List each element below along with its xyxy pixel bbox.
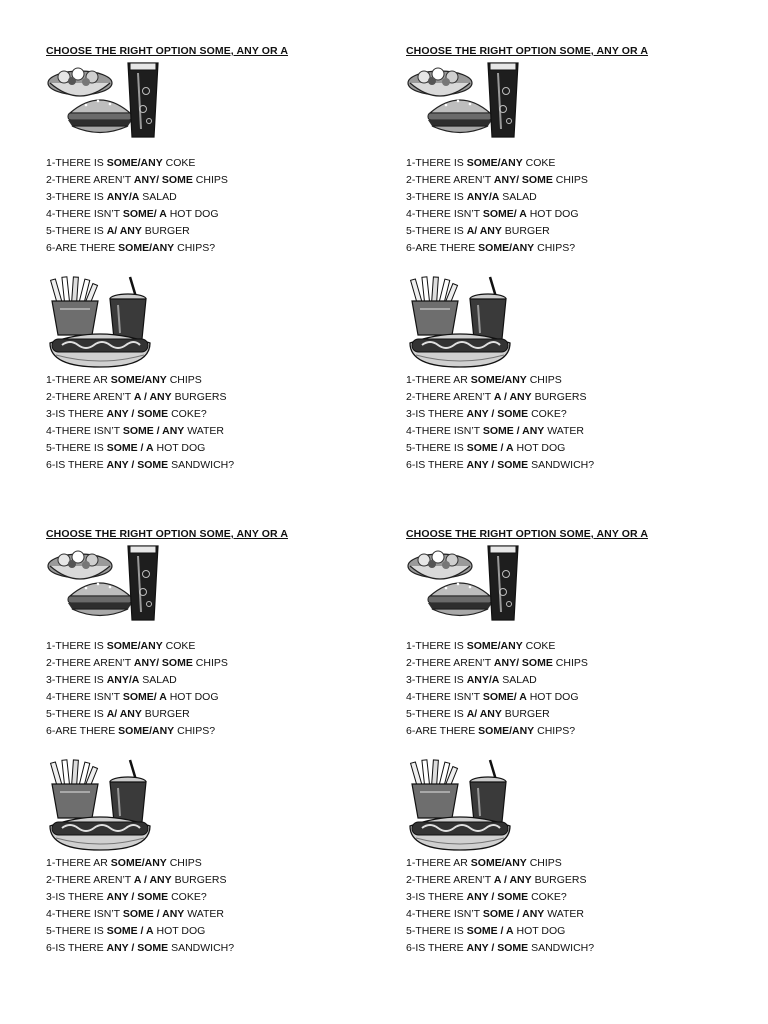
question-item: 5-THERE IS A/ ANY BURGER — [46, 708, 190, 720]
question-item: 2-THERE AREN’T A / ANY BURGERS — [46, 391, 227, 403]
question-item: 6-IS THERE ANY / SOME SANDWICH? — [46, 459, 235, 471]
question-item: 6-ARE THERE SOME/ANY CHIPS? — [46, 725, 216, 737]
question-item: 2-THERE AREN’T A / ANY BURGERS — [406, 391, 587, 403]
question-item: 6-IS THERE ANY / SOME SANDWICH? — [46, 942, 235, 954]
worksheet-title: CHOOSE THE RIGHT OPTION SOME, ANY OR A — [406, 45, 649, 57]
question-item: 2-THERE AREN’T A / ANY BURGERS — [406, 874, 587, 886]
question-list-1 — [46, 155, 228, 257]
question-item: 5-THERE IS A/ ANY BURGER — [406, 225, 550, 237]
question-item: 1-THERE IS SOME/ANY COKE — [406, 640, 556, 652]
hotdog-fries-drink-icon — [46, 758, 154, 852]
worksheet-card — [46, 528, 386, 998]
worksheet-card — [406, 528, 746, 998]
question-list-1 — [406, 155, 588, 257]
hotdog-fries-drink-icon — [406, 275, 514, 369]
question-item: 3-IS THERE ANY / SOME COKE? — [406, 891, 567, 903]
question-item: 4-THERE ISN’T SOME / ANY WATER — [46, 425, 224, 437]
question-item: 1-THERE IS SOME/ANY COKE — [46, 157, 196, 169]
worksheet-title: CHOOSE THE RIGHT OPTION SOME, ANY OR A — [406, 528, 649, 540]
question-item: 4-THERE ISN’T SOME/ A HOT DOG — [46, 691, 219, 703]
hotdog-fries-drink-icon — [46, 275, 154, 369]
question-item: 5-THERE IS SOME / A HOT DOG — [46, 925, 206, 937]
worksheet-title: CHOOSE THE RIGHT OPTION SOME, ANY OR A — [46, 45, 289, 57]
worksheet-title: CHOOSE THE RIGHT OPTION SOME, ANY OR A — [46, 528, 289, 540]
question-item: 6-ARE THERE SOME/ANY CHIPS? — [406, 725, 576, 737]
question-item: 1-THERE AR SOME/ANY CHIPS — [406, 857, 562, 869]
question-item: 5-THERE IS SOME / A HOT DOG — [406, 925, 566, 937]
question-item: 6-ARE THERE SOME/ANY CHIPS? — [46, 242, 216, 254]
question-item: 1-THERE AR SOME/ANY CHIPS — [46, 374, 202, 386]
question-item: 1-THERE AR SOME/ANY CHIPS — [46, 857, 202, 869]
question-item: 3-THERE IS ANY/A SALAD — [406, 674, 537, 686]
worksheet-card — [406, 45, 746, 515]
question-item: 3-IS THERE ANY / SOME COKE? — [406, 408, 567, 420]
question-item: 5-THERE IS A/ ANY BURGER — [46, 225, 190, 237]
question-item: 2-THERE AREN’T ANY/ SOME CHIPS — [406, 657, 588, 669]
question-list-2 — [406, 372, 594, 474]
hotdog-fries-drink-icon — [406, 758, 514, 852]
burger-salad-coke-icon — [46, 57, 164, 143]
question-item: 3-THERE IS ANY/A SALAD — [46, 191, 177, 203]
question-list-1 — [46, 638, 228, 740]
question-item: 3-IS THERE ANY / SOME COKE? — [46, 408, 207, 420]
question-item: 4-THERE ISN’T SOME/ A HOT DOG — [406, 691, 579, 703]
question-item: 6-IS THERE ANY / SOME SANDWICH? — [406, 942, 595, 954]
question-item: 1-THERE IS SOME/ANY COKE — [46, 640, 196, 652]
question-item: 4-THERE ISN’T SOME / ANY WATER — [406, 425, 584, 437]
question-item: 4-THERE ISN’T SOME / ANY WATER — [406, 908, 584, 920]
question-item: 1-THERE AR SOME/ANY CHIPS — [406, 374, 562, 386]
question-item: 3-THERE IS ANY/A SALAD — [46, 674, 177, 686]
question-item: 2-THERE AREN’T ANY/ SOME CHIPS — [406, 174, 588, 186]
question-item: 2-THERE AREN’T ANY/ SOME CHIPS — [46, 657, 228, 669]
question-item: 2-THERE AREN’T A / ANY BURGERS — [46, 874, 227, 886]
worksheet-card — [46, 45, 386, 515]
question-list-2 — [46, 855, 234, 957]
burger-salad-coke-icon — [46, 540, 164, 626]
question-item: 4-THERE ISN’T SOME / ANY WATER — [46, 908, 224, 920]
burger-salad-coke-icon — [406, 540, 524, 626]
question-item: 5-THERE IS SOME / A HOT DOG — [46, 442, 206, 454]
question-item: 4-THERE ISN’T SOME/ A HOT DOG — [406, 208, 579, 220]
question-list-1 — [406, 638, 588, 740]
question-item: 5-THERE IS A/ ANY BURGER — [406, 708, 550, 720]
question-item: 6-IS THERE ANY / SOME SANDWICH? — [406, 459, 595, 471]
question-item: 1-THERE IS SOME/ANY COKE — [406, 157, 556, 169]
question-item: 6-ARE THERE SOME/ANY CHIPS? — [406, 242, 576, 254]
question-item: 3-THERE IS ANY/A SALAD — [406, 191, 537, 203]
question-item: 4-THERE ISN’T SOME/ A HOT DOG — [46, 208, 219, 220]
question-item: 2-THERE AREN’T ANY/ SOME CHIPS — [46, 174, 228, 186]
question-item: 5-THERE IS SOME / A HOT DOG — [406, 442, 566, 454]
burger-salad-coke-icon — [406, 57, 524, 143]
question-list-2 — [406, 855, 594, 957]
question-item: 3-IS THERE ANY / SOME COKE? — [46, 891, 207, 903]
question-list-2 — [46, 372, 234, 474]
